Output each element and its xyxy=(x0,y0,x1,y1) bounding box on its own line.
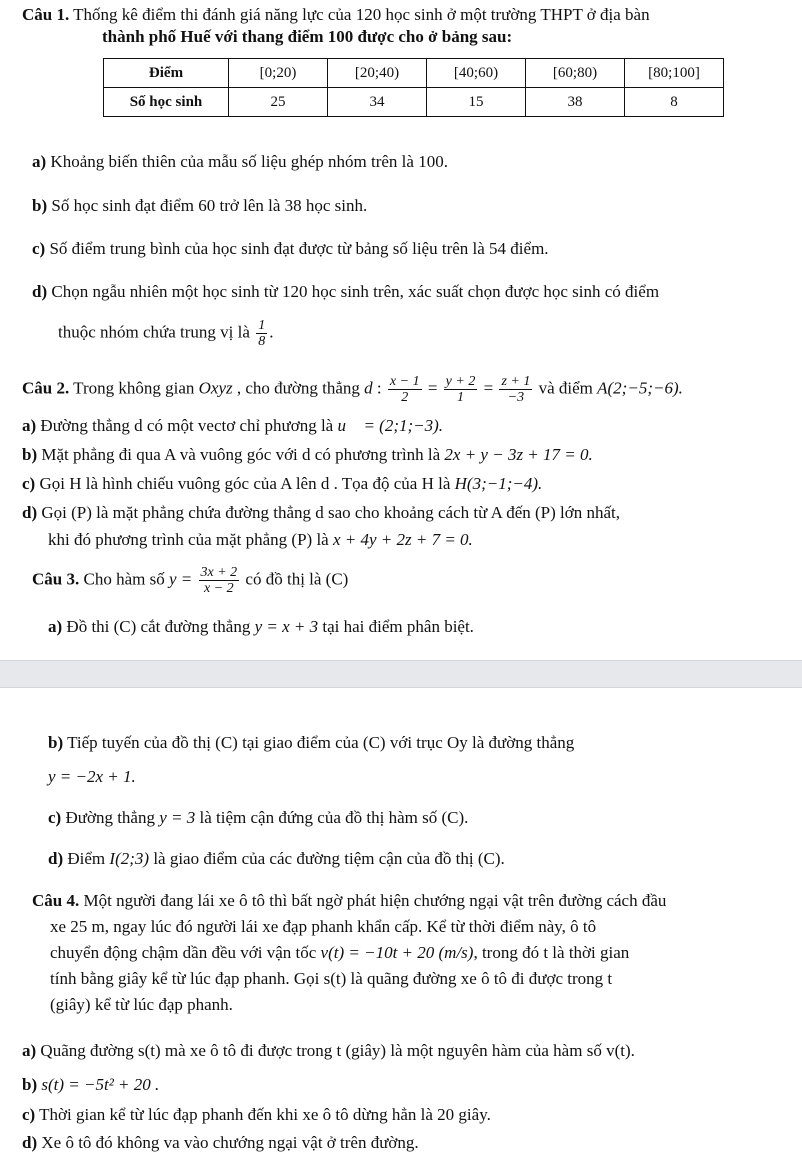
q1-intro-line-2: thành phố Huế với thang điểm 100 được cho ở bảng sau: xyxy=(102,27,513,46)
q1-option-d-line-1: d) Chọn ngẫu nhiên một học sinh từ 120 học sinh trên, xác suất chọn được học sinh có điểm xyxy=(32,282,660,301)
table-cell: 38 xyxy=(526,88,625,117)
equals-sign: = xyxy=(479,378,498,398)
table-header-score: Điểm xyxy=(104,59,229,88)
q4-option-b: b) s(t) = −5t² + 20 . xyxy=(22,1075,160,1094)
table-row-scores xyxy=(104,59,724,88)
table-cell: [40;60) xyxy=(427,59,526,88)
q4-intro-line-1: Câu 4. Một người đang lái xe ô tô thì bất ngờ phát hiện chướng ngại vật trên đường cách đầu xyxy=(32,891,667,910)
q2-intro: Câu 2. Trong không gian Oxyz , cho đường thẳng d : $\frac{x - 1}{2}$ = $\frac{y + 2}{1}$ = $\frac{z + 1}{-3}$ và điểm A(2;−5;−6). xyxy=(22,374,683,405)
q2-label: Câu 2. xyxy=(22,378,70,398)
q1-option-b: b) Số học sinh đạt điểm 60 trở lên là 38 học sinh. xyxy=(32,196,368,215)
table-cell: 34 xyxy=(328,88,427,117)
q2-option-c: c) Gọi H là hình chiếu vuông góc của A lên d . Tọa độ của H là H(3;−1;−4). xyxy=(22,474,543,493)
q4-option-c: c) Thời gian kể từ lúc đạp phanh đến khi xe ô tô dừng hẳn là 20 giây. xyxy=(22,1105,491,1124)
q3-label: Câu 3. xyxy=(32,569,80,589)
table-row-counts xyxy=(104,88,724,117)
fraction: $\frac{3x + 2}{x - 2}$ xyxy=(200,565,238,596)
fraction: $\frac{z + 1}{-3}$ xyxy=(501,374,531,405)
table-cell: [0;20) xyxy=(229,59,328,88)
table-cell: [80;100] xyxy=(625,59,724,88)
fraction: $\frac{x - 1}{2}$ xyxy=(389,374,420,405)
table-cell: 15 xyxy=(427,88,526,117)
q4-intro-line-3: chuyển động chậm dần đều với vận tốc v(t) = −10t + 20 (m/s), trong đó t là thời gian xyxy=(50,943,630,962)
q2-option-b: b) Mặt phẳng đi qua A và vuông góc với d có phương trình là 2x + y − 3z + 17 = 0. xyxy=(22,445,593,464)
q1-option-d-line-2: thuộc nhóm chứa trung vị là $\frac{1}{8}$ . xyxy=(58,318,274,349)
table-header-students: Số học sinh xyxy=(104,88,229,117)
q3-option-b-line-1: b) Tiếp tuyến của đồ thị (C) tại giao điểm của (C) với trục Oy là đường thẳng xyxy=(48,733,575,752)
fraction: $\frac{y + 2}{1}$ xyxy=(445,374,476,405)
q1-option-a: a) Khoảng biến thiên của mẫu số liệu ghép nhóm trên là 100. xyxy=(32,152,448,171)
page-break-divider xyxy=(0,660,802,688)
q1-label: Câu 1. xyxy=(22,5,70,24)
score-distribution-table xyxy=(103,58,724,117)
q4-intro-line-2: xe 25 m, ngay lúc đó người lái xe đạp phanh khẩn cấp. Kể từ thời điểm này, ô tô xyxy=(50,917,597,936)
q3-option-c: c) Đường thẳng y = 3 là tiệm cận đứng của đồ thị hàm số (C). xyxy=(48,808,469,827)
q3-option-d: d) Điểm I(2;3) là giao điểm của các đường tiệm cận của đồ thị (C). xyxy=(48,849,505,868)
q4-intro-line-4: tính bằng giây kể từ lúc đạp phanh. Gọi s(t) là quãng đường xe ô tô đi được trong t xyxy=(50,969,613,988)
q3-option-a: a) Đồ thi (C) cắt đường thẳng y = x + 3 tại hai điểm phân biệt. xyxy=(48,617,474,636)
q1-option-c: c) Số điểm trung bình của học sinh đạt được từ bảng số liệu trên là 54 điểm. xyxy=(32,239,549,258)
fraction: $\frac{1}{8}$ xyxy=(258,318,266,349)
q3-option-b-line-2: y = −2x + 1. xyxy=(48,767,136,786)
q2-option-a: a) Đường thẳng d có một vectơ chỉ phương là u⃗ = (2;1;−3). xyxy=(22,416,444,435)
table-cell: 25 xyxy=(229,88,328,117)
q3-intro: Câu 3. Cho hàm số y = $\frac{3x + 2}{x - 2}$ có đồ thị là (C) xyxy=(32,565,349,596)
q4-option-a: a) Quãng đường s(t) mà xe ô tô đi được trong t (giây) là một nguyên hàm của hàm số v(t). xyxy=(22,1041,635,1060)
q2-option-d-line-2: khi đó phương trình của mặt phẳng (P) là x + 4y + 2z + 7 = 0. xyxy=(48,530,473,549)
table-cell: [60;80) xyxy=(526,59,625,88)
q4-label: Câu 4. xyxy=(32,891,80,910)
q2-option-d-line-1: d) Gọi (P) là mặt phẳng chứa đường thẳng d sao cho khoảng cách từ A đến (P) lớn nhất, xyxy=(22,503,621,522)
q4-option-d: d) Xe ô tô đó không va vào chướng ngại vật ở trên đường. xyxy=(22,1133,419,1152)
table-cell: [20;40) xyxy=(328,59,427,88)
table-cell: 8 xyxy=(625,88,724,117)
q1-intro-line-1: Câu 1. Thống kê điểm thi đánh giá năng lực của 120 học sinh ở một trường THPT ở địa bàn xyxy=(22,5,650,24)
q4-intro-line-5: (giây) kể từ lúc đạp phanh. xyxy=(50,995,233,1014)
